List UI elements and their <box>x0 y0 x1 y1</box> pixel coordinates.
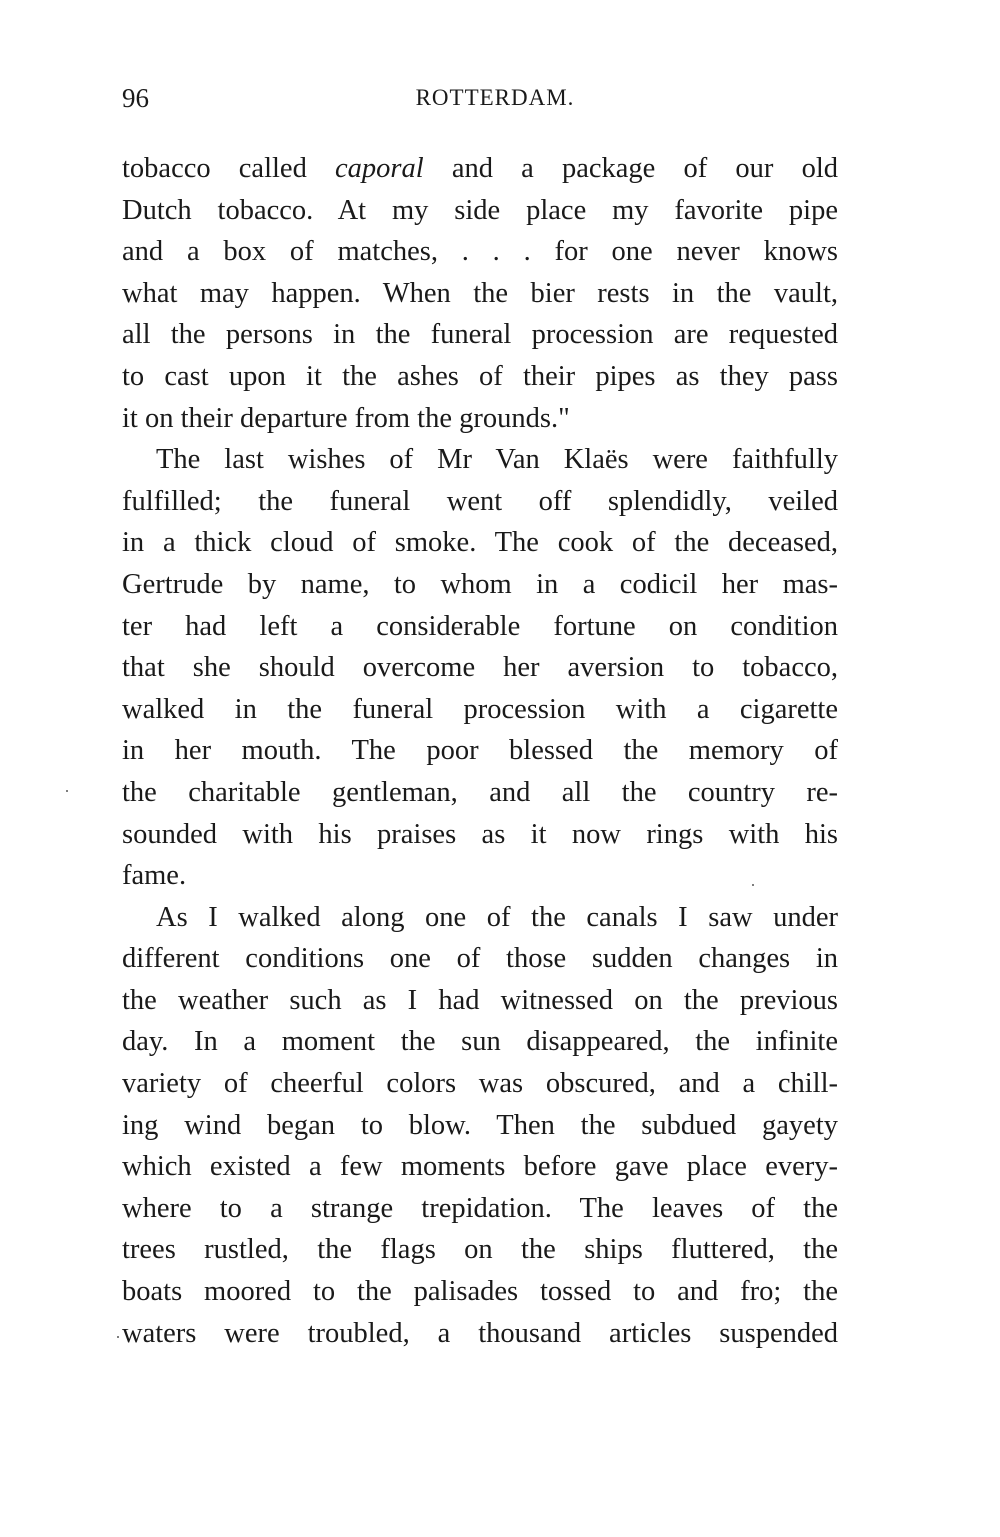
body-text <box>122 148 838 1354</box>
text-line: the charitable gentleman, and all the country re- <box>122 776 838 808</box>
text-line: which existed a few moments before gave place every- <box>122 1151 838 1183</box>
scan-speck <box>66 790 68 792</box>
text-line: ing wind began to blow. Then the subdued gayety <box>122 1109 838 1141</box>
text-line: walked in the funeral procession with a cigarette <box>122 693 838 725</box>
text-line: sounded with his praises as it now rings with his <box>122 818 838 850</box>
text-line: to cast upon it the ashes of their pipes as they pass <box>122 360 838 392</box>
text-line: fulfilled; the funeral went off splendidly, veiled <box>122 485 838 517</box>
text-line: As I walked along one of the canals I saw under <box>156 901 838 933</box>
scan-speck <box>117 1336 119 1338</box>
text-line: boats moored to the palisades tossed to and fro; the <box>122 1276 838 1308</box>
text-line: what may happen. When the bier rests in the vault, <box>122 277 838 309</box>
italic-word: caporal <box>335 153 424 184</box>
text-line: in a thick cloud of smoke. The cook of the deceased, <box>122 527 838 559</box>
scan-speck <box>752 884 754 886</box>
text-line: different conditions one of those sudden changes in <box>122 943 838 975</box>
text-line: trees rustled, the flags on the ships fluttered, the <box>122 1234 838 1266</box>
text-line: Dutch tobacco. At my side place my favorite pipe <box>122 194 838 226</box>
text-line: in her mouth. The poor blessed the memory of <box>122 735 838 767</box>
text-line: it on their departure from the grounds." <box>122 402 570 434</box>
text-line: where to a strange trepidation. The leaves of the <box>122 1192 838 1224</box>
text-line: waters were troubled, a thousand articles suspended <box>122 1317 838 1349</box>
text-line: that she should overcome her aversion to tobacco, <box>122 652 838 684</box>
text-line: and a box of matches, . . . for one never knows <box>122 236 838 268</box>
text-line: fame. <box>122 860 187 892</box>
text-line: Gertrude by name, to whom in a codicil her mas- <box>122 568 838 600</box>
text-line: tobacco called caporal and a package of our old <box>122 153 838 184</box>
page-header <box>122 78 838 118</box>
text-line: the weather such as I had witnessed on the previous <box>122 984 838 1016</box>
text-line: day. In a moment the sun disappeared, the infinite <box>122 1026 838 1058</box>
text-line: ter had left a considerable fortune on condition <box>122 610 838 642</box>
text-line: The last wishes of Mr Van Klaës were faithfully <box>156 444 838 476</box>
page-number: 96 <box>122 83 149 113</box>
running-head: ROTTERDAM. <box>415 85 575 110</box>
text-line: all the persons in the funeral procession are requested <box>122 319 838 351</box>
text-line: variety of cheerful colors was obscured, and a chill- <box>122 1068 838 1100</box>
